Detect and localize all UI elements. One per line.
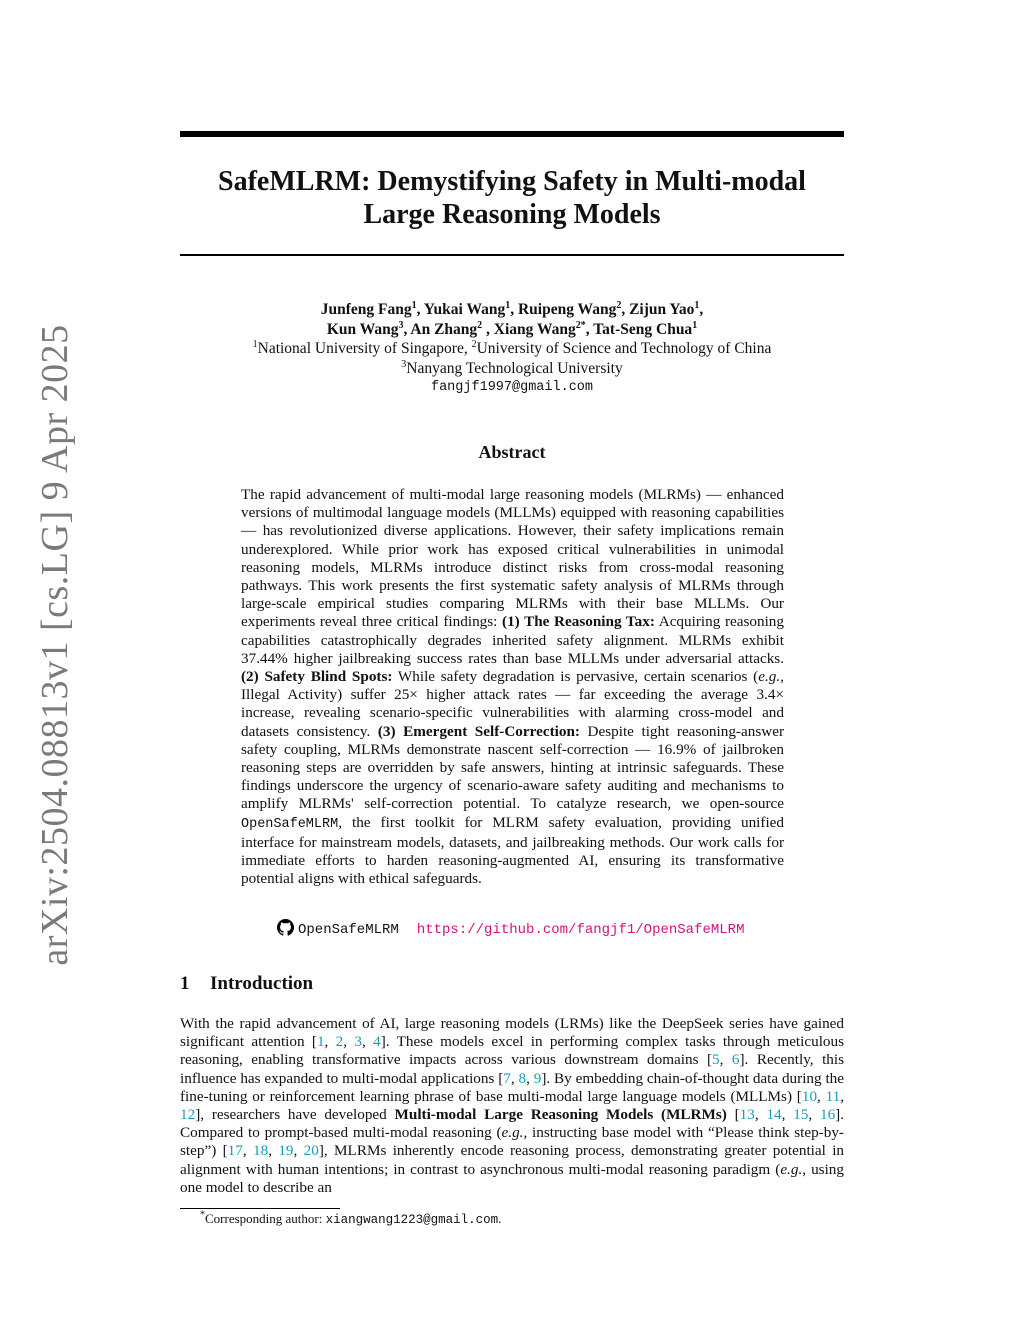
intro-italic: e.g., [501,1124,528,1142]
finding-1-label: (1) The Reasoning Tax: [502,613,655,631]
section-title: Introduction [210,973,314,994]
affiliation: National University of Singapore, [257,340,472,357]
abstract-text: Despite tight reasoning-answer safety coupling, MLRMs demonstrate nascent self-correction — 16.9% of jailbroken reasoning steps are overridden by safe answers, hinting at intrinsic safeguards. These findings underscore the urgency of scenario-aware safety auditing and mechanisms to amplify MLRMs' self-correction potential. To catalyze research, we open-source [241,722,785,813]
author-affiliation-mark: 1 [411,299,417,311]
author-name: Kun Wang [326,320,399,338]
author-name: Zijun Yao [629,301,695,318]
abstract-body [241,486,784,888]
author-name: Yukai Wang [423,301,506,318]
citation-link[interactable]: 7 [503,1069,511,1087]
footnote-text: . [498,1211,502,1226]
author-affiliation-mark: 1 [694,299,700,311]
arxiv-identifier: arXiv:2504.08813v1 [cs.LG] 9 Apr 2025 [34,324,76,966]
affiliation-line-1 [180,339,844,359]
abstract-text: Acquiring reasoning capabilities catastrophically degrades inherited safety alignment. MLRMs exhibit 37.44% higher jailbreaking success rates than base MLLMs under adversarial attacks. [241,613,784,667]
contact-email[interactable]: fangjf1997@gmail.com [430,380,594,395]
citation-link[interactable]: 16 [819,1106,836,1124]
affiliation-mark: 2 [471,338,477,350]
citation-link[interactable]: 9 [533,1069,542,1087]
intro-italic: e.g., [780,1160,807,1178]
citation-link[interactable]: 5 [712,1051,720,1069]
author-affiliation-mark: 1 [692,319,698,331]
affiliation: Nanyang Technological University [406,359,623,377]
section-number: 1 [180,973,190,994]
abstract-text: While safety degradation is pervasive, certain scenarios ( [392,668,759,686]
citation-link[interactable]: 12 [180,1106,196,1124]
citation-link[interactable]: 11 [825,1087,841,1105]
citation-link[interactable]: 17 [227,1142,243,1160]
paper-title: SafeMLRM: Demystifying Safety in Multi-modal Large Reasoning Models [218,166,806,230]
abstract-text: The rapid advancement of multi-modal large reasoning models (MLRMs) — enhanced versions of multimodal language models (MLLMs) equipped with reasoning capabilities — has revolutionized diverse applications. However, their safety implications remain underexplored. While prior work has exposed critical vulnerabilities in unimodal reasoning models, MLRMs introduce distinct risks from cross-modal reasoning pathways. This work presents the first systematic safety analysis of MLRMs through large-scale empirical studies comparing MLRMs with their base MLLMs. Our experiments reveal three critical findings: [241,486,784,631]
title-top-rule [180,131,844,137]
affiliation-mark: 3 [401,358,407,370]
citation-link[interactable]: 14 [766,1106,782,1124]
citation-link[interactable]: 10 [801,1087,818,1105]
intro-text: instructing base model with “Please think step-by-step”) [ [180,1124,844,1160]
citation-link[interactable]: 13 [739,1106,755,1124]
code-link-row [277,919,797,939]
affiliation-line-2 [180,359,844,379]
citation-link[interactable]: 19 [278,1142,294,1160]
citation-link[interactable]: 15 [793,1106,809,1124]
intro-text: ]. These models excel in performing complex tasks through meticulous reasoning, enabling transformative impacts across various downstream domains [ [180,1033,845,1069]
intro-text: ]. By embedding chain-of-thought data during the fine-tuning or reinforcement learning phrase of base multi-modal large language models (MLLMs) [ [180,1069,845,1105]
footnote-text: Corresponding author: [205,1211,326,1226]
footnote-mark: * [200,1209,205,1221]
repo-url-link[interactable]: https://github.com/fangjf1/OpenSafeMLRM [416,922,745,938]
intro-text: using one model to describe an [180,1160,844,1196]
intro-text: ], MLRMs inherently encode reasoning process, demonstrating greater potential in alignment with human intentions; in contrast to asynchronous multi-modal reasoning paradigm ( [180,1142,845,1178]
finding-3-label: (3) Emergent Self-Correction: [377,722,580,740]
section-heading [180,973,313,995]
author-affiliation-mark: 2 [616,299,622,311]
author-name: Ruipeng Wang [517,301,617,318]
author-name: Xiang Wang [493,320,576,338]
intro-bold-term: Multi-modal Large Reasoning Models (MLRMs) [394,1106,727,1124]
author-name: Junfeng Fang [320,301,412,318]
citation-link[interactable]: 4 [373,1033,381,1051]
author-name: An Zhang [410,320,478,338]
citation-link[interactable]: 2 [335,1033,344,1051]
intro-text: ], researchers have developed [195,1106,395,1124]
author-line-2: Kun Wang$^3$, An Zhang$^2$ , Xiang Wang$^{2*}$, Tat-Seng Chua$^1$ [326,319,698,338]
author-affiliation-mark: 1 [505,299,511,311]
github-icon [277,919,294,936]
abstract-text: Illegal Activity) suffer 25× higher attack rates — far exceeding the average 3.4× increase, revealing scenario-specific vulnerabilities with alarming cross-model and datasets consistency. [241,686,784,740]
abstract-heading: Abstract [478,442,546,462]
citation-link[interactable]: 1 [316,1033,325,1051]
intro-text: With the rapid advancement of AI, large reasoning models (LRMs) like the DeepSeek series have gained significant attention [ [180,1015,844,1051]
author-affiliation-mark: 2* [575,319,586,331]
citation-link[interactable]: 3 [354,1033,362,1051]
citation-link[interactable]: 8 [518,1069,527,1087]
affiliation-mark: 1 [252,338,258,350]
abstract-italic: e.g., [758,668,784,686]
intro-text: [ [726,1106,740,1124]
intro-paragraph: With the rapid advancement of AI, large reasoning models (LRMs) like the DeepSeek series have gained significant attention [1, 2, 3, 4]. These models excel in performing complex tasks through meticulous reasoning, enabling transformative impacts across various downstream domains [5, 6]. Recently, this influence has expanded to multi-modal applications [7, 8, 9]. By embedding chain-of-thought data during the fine-tuning or reinforcement learning phrase of base multi-modal large language models (MLLMs) [10, 11, 12], researchers have developed Multi-modal Large Reasoning Models (MLRMs) [13, 14, 15, 16]. Compared to prompt-based multi-modal reasoning (e.g., instructing base model with “Please think step-by-step”) [17, 18, 19, 20], MLRMs inherently encode reasoning process, demonstrating greater potential in alignment with human intentions; in contrast to asynchronous multi-modal reasoning paradigm (e.g., using one model to describe an [180,1015,845,1196]
author-line-1: Junfeng Fang$^1$, Yukai Wang$^1$, Ruipeng Wang$^2$, Zijun Yao$^1$, [320,299,704,318]
footnote-email[interactable]: xiangwang1223@gmail.com [325,1213,499,1227]
author-block [180,300,844,398]
author-affiliation-mark: 2 [477,319,483,331]
author-name: Tat-Seng Chua [593,320,693,338]
title-bottom-rule [180,254,844,256]
repo-name: OpenSafeMLRM [298,922,399,938]
intro-text: ]. Compared to prompt-based multi-modal reasoning ( [180,1106,845,1142]
finding-2-label: (2) Safety Blind Spots: [241,668,393,686]
abstract-text: , the first toolkit for MLRM safety evaluation, providing unified interface for mainstream models, datasets, and jailbreaking methods. Our work calls for immediate efforts to harden reasoning-augmented AI, ensuring its transformative potential aligns with ethical safeguards. [241,813,784,888]
intro-text: ]. Recently, this influence has expanded to multi-modal applications [ [180,1051,845,1087]
citation-link[interactable]: 18 [253,1142,269,1160]
citation-link[interactable]: 20 [303,1142,319,1160]
toolkit-name: OpenSafeMLRM [241,816,339,832]
footnote [200,1211,501,1228]
citation-link[interactable]: 6 [731,1051,740,1069]
author-affiliation-mark: 3 [398,319,404,331]
affiliation: University of Science and Technology of China [476,340,772,357]
